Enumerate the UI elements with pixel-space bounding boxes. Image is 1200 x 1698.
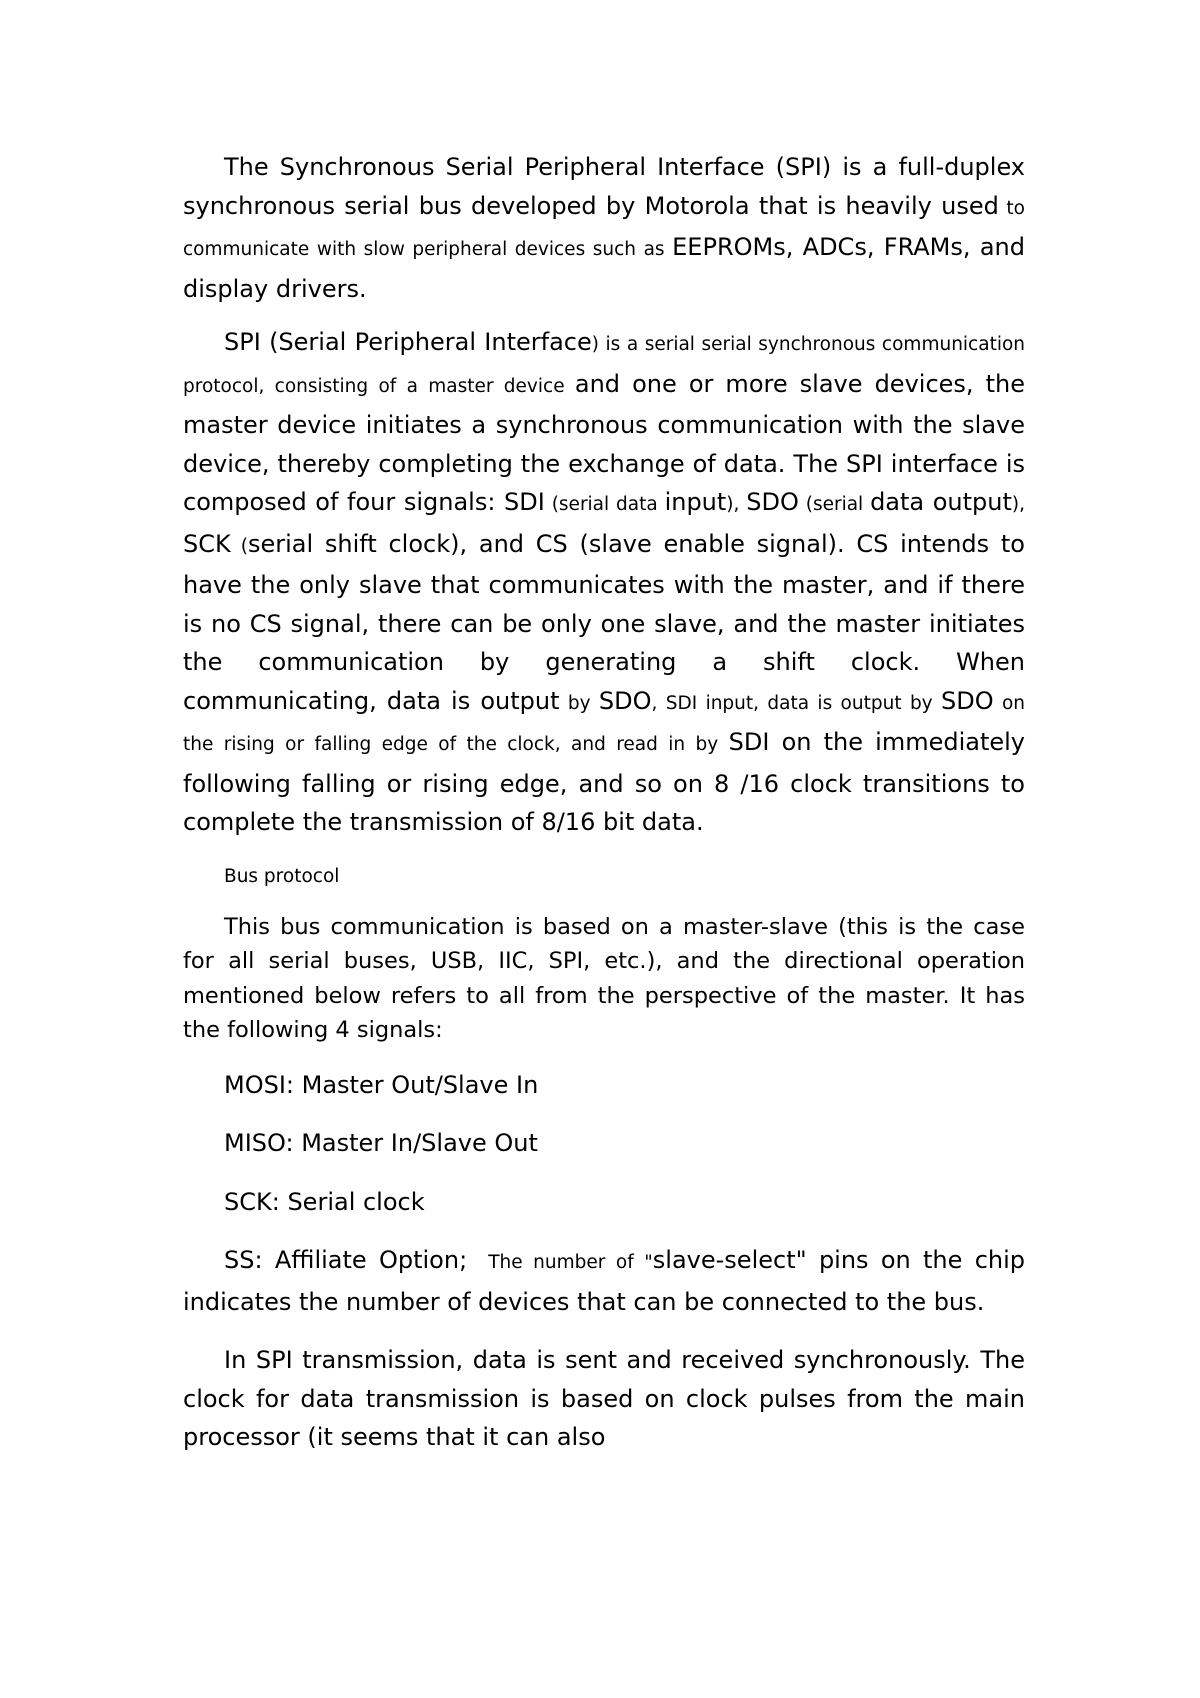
section-heading: Bus protocol [224,865,340,887]
text-run-small: to communicate with slow peripheral devices such as [183,197,1025,260]
text-run: The Synchronous Serial Peripheral Interface (SPI) is a full-duplex synchronous serial bus developed by Motorola that is heavily used [183,153,1025,220]
text-run: SDI on the immediately following falling or rising edge, and so on 8 /16 clock transitions to complete the transmission of 8/16 bit data. [183,728,1025,836]
text-run-small: ), [726,494,747,515]
text-run: SDO [598,686,652,715]
text-run-small: ), [1011,494,1025,515]
paragraph-spi-definition [183,323,1025,842]
text-run-small: (serial [798,494,871,515]
text-run: SCK [183,529,231,558]
text-run: SDO [746,488,799,516]
text-run: serial shift clock), and CS (slave enable signal). CS intends to have the only slave that communicates with the master, and if there is no CS signal, there can be only one slave, and the master initiates the communication by generating a shift clock. When communicating, data is output [183,529,1025,715]
text-run: SDO [941,686,994,715]
text-run: data output [870,488,1012,516]
text-run-small: (serial data [544,494,665,515]
text-run: SPI (Serial Peripheral Interface [224,328,592,356]
paragraph-bus-protocol: This bus communication is based on a master-slave (this is the case for all serial buses, USB, IIC, SPI, etc.), and the directional operation mentioned below refers to all from the perspective of the master. It has the following 4 signals: [183,913,1025,1043]
text-run-small: by [559,692,599,714]
text-run-small: , SDI input, data is output by [651,692,941,714]
text-run: SS: Affiliate Option; [224,1246,468,1274]
signal-item-miso: MISO: Master In/Slave Out [224,1129,538,1157]
signal-item-sck: SCK: Serial clock [224,1187,425,1216]
text-run: EEPROMs, ADCs, FRAMs, and display drivers. [183,233,1025,303]
text-run-small: on the rising or falling edge of the clock, and read in by [183,692,1026,755]
text-run: input [664,488,727,516]
paragraph-spi-intro [183,148,1025,308]
text-run-small: ) is a serial serial synchronous communication protocol, consisting of a master device [183,334,1026,397]
paragraph-slave-select [183,1241,1025,1321]
text-run: and one or more slave devices, the master device initiates a synchronous communication with the slave device, thereby completing the exchange of data. The SPI interface is composed of four signals: SDI [183,369,1025,516]
text-run-small: The number of " [467,1252,653,1273]
signal-item-mosi: MOSI: Master Out/Slave In [224,1070,539,1099]
paragraph-spi-transmission: In SPI transmission, data is sent and received synchronously. The clock for data transmission is based on clock pulses from the main processor (it seems that it can also [183,1346,1025,1451]
text-run: slave-select" pins on the chip indicates the number of devices that can be connected to the bus. [183,1246,1025,1316]
text-run-small: ( [230,535,248,557]
document-page [183,148,1025,1457]
